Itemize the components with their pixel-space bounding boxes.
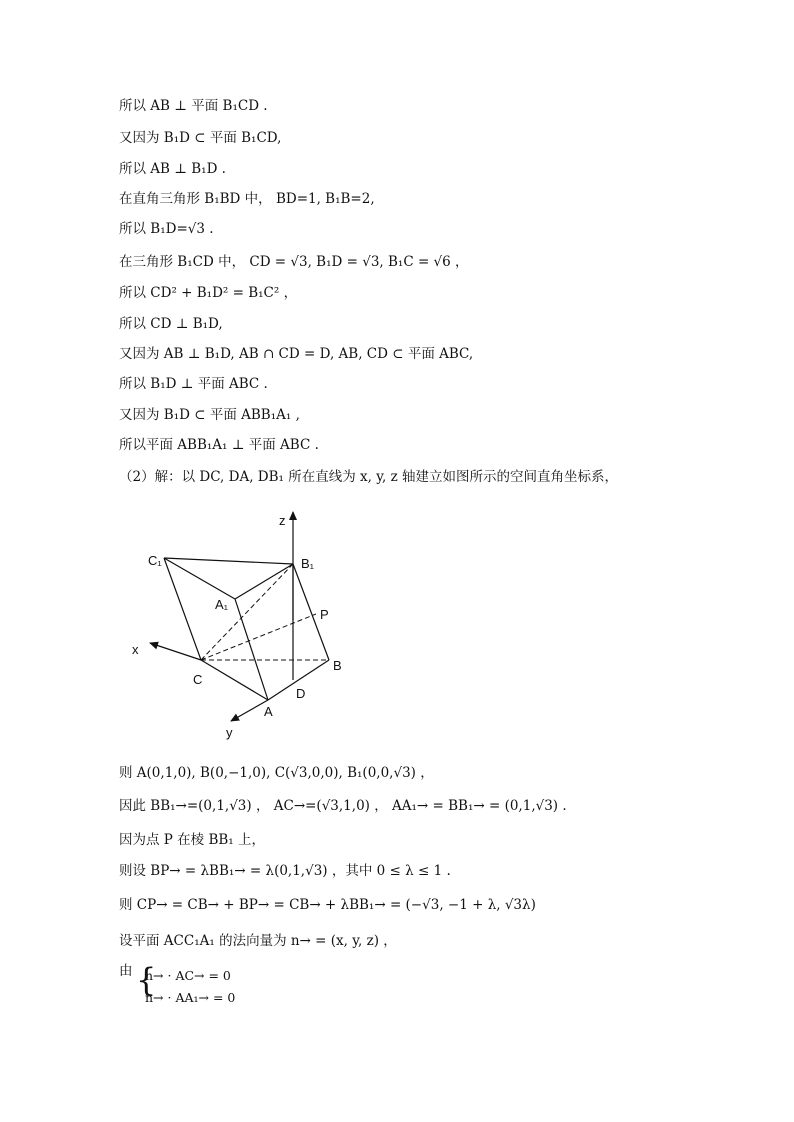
label-b1: B₁	[301, 556, 315, 571]
proof-line-6: 在三角形 B₁CD 中， CD = √3, B₁D = √3, B₁C = √6 ，	[119, 254, 469, 270]
y-axis	[231, 700, 268, 721]
edge-a1-a	[235, 599, 268, 700]
system-prefix: 由	[119, 963, 133, 979]
proof-line-10: 所以 B₁D ⊥ 平面 ABC .	[119, 376, 268, 392]
edge-c1-b1	[164, 558, 293, 564]
proof-line-5: 所以 B₁D=√3 .	[119, 221, 214, 237]
proof-line-2: 又因为 B₁D ⊂ 平面 B₁CD,	[119, 130, 282, 146]
prism-coordinate-figure	[125, 500, 365, 748]
normal-vector-line: 设平面 ACC₁A₁ 的法向量为 n→ = (x, y, z) ，	[119, 933, 397, 949]
proof-line-12: 所以平面 ABB₁A₁ ⊥ 平面 ABC .	[119, 437, 319, 453]
part2-intro: （2）解：以 DC, DA, DB₁ 所在直线为 x, y, z 轴建立如图所示的空间直角坐标系，	[119, 469, 619, 485]
label-a1: A₁	[215, 597, 229, 612]
dashed-c-p	[201, 614, 316, 660]
proof-line-9: 又因为 AB ⊥ B₁D, AB ∩ CD = D, AB, CD ⊂ 平面 ABC,	[119, 346, 474, 362]
coords-line: 则 A(0,1,0), B(0,−1,0), C(√3,0,0), B₁(0,0,√3) ，	[119, 765, 434, 781]
point-p-line: 因为点 P 在棱 BB₁ 上，	[119, 832, 266, 848]
proof-line-8: 所以 CD ⊥ B₁D,	[119, 316, 223, 332]
proof-line-3: 所以 AB ⊥ B₁D .	[119, 161, 226, 177]
prism-diagram	[125, 500, 365, 748]
edge-c1-c	[164, 558, 201, 660]
label-b: B	[333, 658, 342, 673]
label-c: C	[193, 672, 203, 687]
system-equation-2: n→ · AA₁→ = 0	[145, 990, 236, 1005]
edge-c-a	[201, 660, 268, 700]
label-p: P	[320, 607, 329, 622]
label-c1: C₁	[148, 553, 162, 568]
proof-line-4: 在直角三角形 B₁BD 中， BD=1, B₁B=2,	[119, 191, 375, 207]
label-a: A	[264, 704, 273, 719]
bp-vector-line: 则设 BP→ = λBB₁→ = λ(0,1,√3) ，其中 0 ≤ λ ≤ 1 .	[119, 863, 451, 879]
proof-line-1: 所以 AB ⊥ 平面 B₁CD .	[119, 98, 268, 114]
label-z: z	[279, 513, 286, 528]
vectors-line: 因此 BB₁→=(0,1,√3) ， AC→=(√3,1,0) ， AA₁→ = BB₁→ = (0,1,√3) .	[119, 798, 567, 814]
proof-line-11: 又因为 B₁D ⊂ 平面 ABB₁A₁ ,	[119, 407, 300, 423]
label-x: x	[132, 642, 139, 657]
system-equation-1: n→ · AC→ = 0	[145, 968, 231, 983]
cp-vector-line: 则 CP→ = CB→ + BP→ = CB→ + λBB₁→ = (−√3, −1 + λ, √3λ)	[119, 897, 536, 913]
dashed-c-b1	[201, 564, 293, 660]
x-axis	[150, 643, 201, 660]
label-d: D	[296, 686, 306, 701]
edge-c1-a1	[164, 558, 235, 599]
system-brace: {	[136, 961, 157, 999]
proof-line-7: 所以 CD² + B₁D² = B₁C² ，	[119, 285, 298, 301]
label-y: y	[226, 725, 233, 740]
